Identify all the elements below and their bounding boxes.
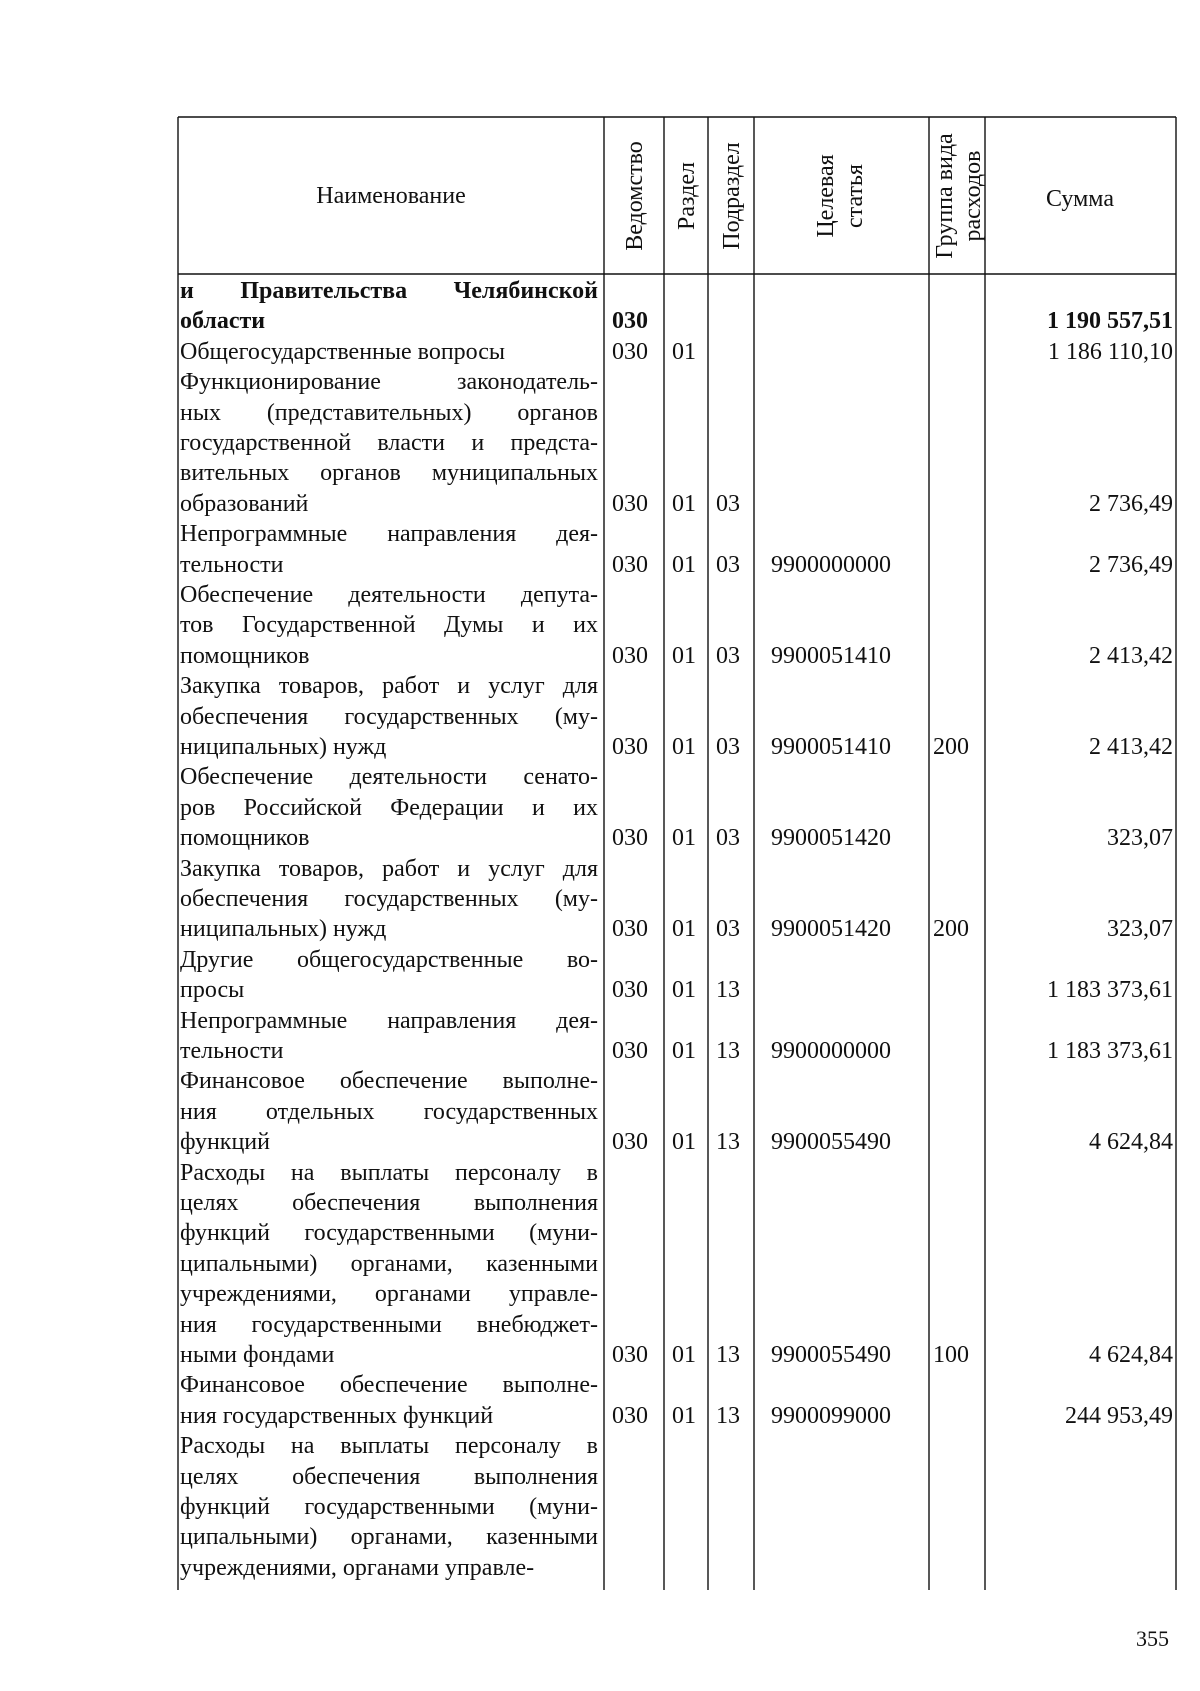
row-name-line: Закупка товаров, работ и услуг для bbox=[180, 855, 598, 882]
row-name-line: Функционирование законодатель- bbox=[180, 369, 598, 396]
header-gruppa-line2: расходов bbox=[960, 150, 986, 242]
row-razdel: 01 bbox=[672, 1402, 696, 1429]
header-razdel: Раздел bbox=[674, 162, 700, 230]
row-vedomstvo: 030 bbox=[612, 1129, 648, 1156]
page-number: 355 bbox=[1136, 1626, 1169, 1651]
row-vedomstvo: 030 bbox=[612, 642, 648, 669]
header-summa: Сумма bbox=[1046, 186, 1114, 212]
row-vedomstvo: 030 bbox=[612, 1402, 648, 1429]
row-podrazdel: 13 bbox=[716, 977, 740, 1004]
row-name-line: функций государственными (муни- bbox=[180, 1220, 598, 1247]
row-vedomstvo: 030 bbox=[612, 825, 648, 852]
row-razdel: 01 bbox=[672, 1037, 696, 1064]
row-name-line: ципальными) органами, казенными bbox=[180, 1524, 598, 1551]
row-vedomstvo: 030 bbox=[612, 308, 648, 335]
row-summa: 2 413,42 bbox=[1089, 642, 1173, 669]
row-name-line: ными фондами bbox=[180, 1341, 335, 1368]
header-celevaya-line2: статья bbox=[842, 164, 868, 228]
row-summa: 1 190 557,51 bbox=[1047, 308, 1173, 335]
row-podrazdel: 03 bbox=[716, 490, 740, 517]
row-name-line: тельности bbox=[180, 1037, 284, 1064]
row-summa: 4 624,84 bbox=[1089, 1129, 1173, 1156]
row-razdel: 01 bbox=[672, 338, 696, 365]
row-summa: 1 186 110,10 bbox=[1047, 338, 1173, 365]
row-name-line: Расходы на выплаты персоналу в bbox=[180, 1159, 598, 1186]
row-summa: 244 953,49 bbox=[1065, 1402, 1173, 1429]
row-summa: 323,07 bbox=[1107, 916, 1173, 943]
row-celevaya-statya: 9900051410 bbox=[771, 733, 891, 760]
row-name-line: Другие общегосударственные во- bbox=[180, 946, 598, 973]
row-razdel: 01 bbox=[672, 551, 696, 578]
row-summa: 2 413,42 bbox=[1089, 733, 1173, 760]
row-name-line: ниципальных) нужд bbox=[180, 733, 387, 760]
row-razdel: 01 bbox=[672, 825, 696, 852]
header-celevaya-line1: Целевая bbox=[813, 154, 839, 238]
row-name-line: образований bbox=[180, 490, 309, 517]
row-celevaya-statya: 9900000000 bbox=[771, 551, 891, 578]
row-podrazdel: 03 bbox=[716, 642, 740, 669]
row-name-line: Финансовое обеспечение выполне- bbox=[180, 1068, 598, 1095]
row-podrazdel: 03 bbox=[716, 825, 740, 852]
row-celevaya-statya: 9900051410 bbox=[771, 642, 891, 669]
row-summa: 1 183 373,61 bbox=[1047, 1037, 1173, 1064]
row-name-line: Обеспечение деятельности сенато- bbox=[180, 764, 598, 791]
row-name-line: ров Российской Федерации и их bbox=[180, 794, 598, 821]
row-name-line: ципальными) органами, казенными bbox=[180, 1250, 598, 1277]
row-vedomstvo: 030 bbox=[612, 916, 648, 943]
row-vedomstvo: 030 bbox=[612, 551, 648, 578]
row-celevaya-statya: 9900000000 bbox=[771, 1037, 891, 1064]
row-name-line: функций bbox=[180, 1129, 270, 1156]
row-razdel: 01 bbox=[672, 642, 696, 669]
row-name-line: ных (представительных) органов bbox=[180, 399, 598, 426]
row-vedomstvo: 030 bbox=[612, 733, 648, 760]
row-name-line: целях обеспечения выполнения bbox=[180, 1463, 598, 1490]
row-razdel: 01 bbox=[672, 733, 696, 760]
row-summa: 4 624,84 bbox=[1089, 1341, 1173, 1368]
header-podrazdel: Подраздел bbox=[719, 142, 745, 250]
row-summa: 2 736,49 bbox=[1089, 490, 1173, 517]
row-razdel: 01 bbox=[672, 1129, 696, 1156]
row-razdel: 01 bbox=[672, 1341, 696, 1368]
row-name-line: Расходы на выплаты персоналу в bbox=[180, 1433, 598, 1460]
row-vedomstvo: 030 bbox=[612, 1341, 648, 1368]
row-name-line: помощников bbox=[180, 642, 310, 669]
row-podrazdel: 03 bbox=[716, 733, 740, 760]
row-name-line: учреждениями, органами управле- bbox=[180, 1554, 535, 1581]
row-name-line: тов Государственной Думы и их bbox=[180, 612, 598, 639]
row-gruppa: 100 bbox=[933, 1341, 969, 1368]
row-vedomstvo: 030 bbox=[612, 490, 648, 517]
row-podrazdel: 13 bbox=[716, 1402, 740, 1429]
row-gruppa: 200 bbox=[933, 916, 969, 943]
row-name-line: и Правительства Челябинской bbox=[180, 278, 598, 304]
header-vedomstvo: Ведомство bbox=[622, 141, 648, 251]
row-name-line: обеспечения государственных (му- bbox=[180, 703, 598, 730]
row-podrazdel: 03 bbox=[716, 916, 740, 943]
header-gruppa-line1: Группа вида bbox=[932, 133, 958, 259]
row-podrazdel: 13 bbox=[716, 1037, 740, 1064]
column-lines bbox=[178, 117, 1176, 1590]
row-name-line: помощников bbox=[180, 825, 310, 852]
row-gruppa: 200 bbox=[933, 733, 969, 760]
row-name-line: обеспечения государственных (му- bbox=[180, 885, 598, 912]
row-celevaya-statya: 9900051420 bbox=[771, 916, 891, 943]
row-name-line: Обеспечение деятельности депута- bbox=[180, 582, 598, 608]
row-celevaya-statya: 9900055490 bbox=[771, 1341, 891, 1368]
row-razdel: 01 bbox=[672, 490, 696, 517]
row-name-line: ниципальных) нужд bbox=[180, 916, 387, 943]
row-celevaya-statya: 9900055490 bbox=[771, 1129, 891, 1156]
row-name-line: функций государственными (муни- bbox=[180, 1493, 598, 1520]
row-name-line: Финансовое обеспечение выполне- bbox=[180, 1372, 598, 1399]
row-name-line: Общегосударственные вопросы bbox=[180, 338, 506, 365]
row-summa: 323,07 bbox=[1107, 825, 1173, 852]
row-name-line: Непрограммные направления дея- bbox=[180, 1007, 598, 1034]
row-razdel: 01 bbox=[672, 977, 696, 1004]
row-vedomstvo: 030 bbox=[612, 338, 648, 365]
row-razdel: 01 bbox=[672, 916, 696, 943]
row-podrazdel: 13 bbox=[716, 1341, 740, 1368]
row-name-line: Закупка товаров, работ и услуг для bbox=[180, 673, 598, 700]
row-name-line: Непрограммные направления дея- bbox=[180, 521, 598, 548]
row-podrazdel: 13 bbox=[716, 1129, 740, 1156]
row-name-line: государственной власти и предста- bbox=[180, 429, 598, 456]
row-celevaya-statya: 9900051420 bbox=[771, 825, 891, 852]
header-name: Наименование bbox=[316, 183, 466, 209]
row-vedomstvo: 030 bbox=[612, 1037, 648, 1064]
row-name-line: ния отдельных государственных bbox=[180, 1098, 598, 1125]
row-name-line: тельности bbox=[180, 551, 284, 578]
row-name-line: учреждениями, органами управле- bbox=[180, 1281, 598, 1308]
row-celevaya-statya: 9900099000 bbox=[771, 1402, 891, 1429]
row-name-line: ния государственными внебюджет- bbox=[180, 1311, 598, 1338]
row-summa: 1 183 373,61 bbox=[1047, 977, 1173, 1004]
row-name-line: вительных органов муниципальных bbox=[180, 460, 598, 487]
row-name-line: ния государственных функций bbox=[180, 1402, 494, 1429]
row-podrazdel: 03 bbox=[716, 551, 740, 578]
row-name-line: просы bbox=[180, 977, 245, 1004]
row-vedomstvo: 030 bbox=[612, 977, 648, 1004]
row-summa: 2 736,49 bbox=[1089, 551, 1173, 578]
row-name-line: целях обеспечения выполнения bbox=[180, 1189, 598, 1216]
row-name-line: области bbox=[180, 308, 266, 335]
